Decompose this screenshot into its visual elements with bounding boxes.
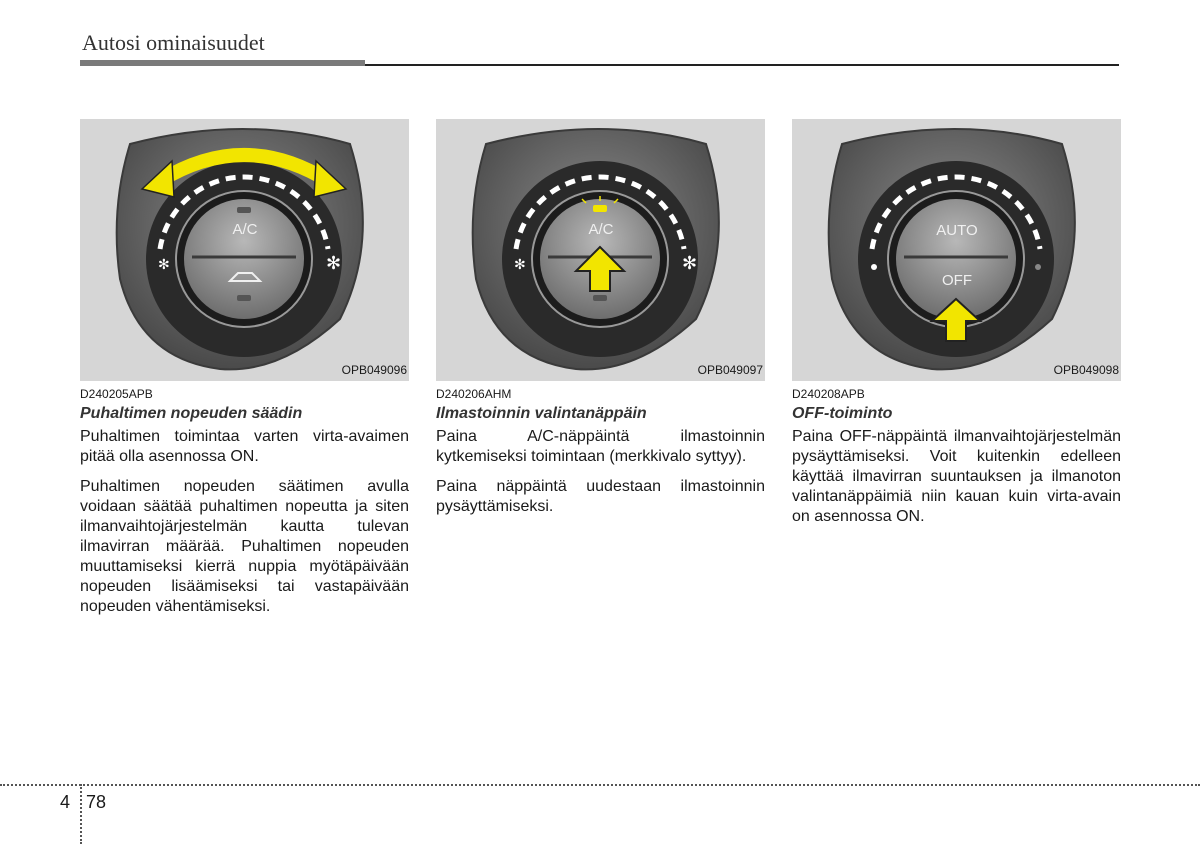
fan-low-icon: ✻ [158,256,170,272]
paragraph: Paina A/C-näppäintä ilmastoinnin kytkemiseksi toimintaan (merkkivalo syttyy). [436,428,765,465]
section-heading: OFF-toiminto [792,405,893,422]
ac-indicator-light [237,207,251,213]
section-fan-speed [80,119,409,617]
ac-button-illustration [436,119,765,381]
figure-code: OPB049096 [341,363,407,377]
section-off-function [792,119,1121,527]
reference-code: D240206AHM [436,387,512,401]
section-heading: Puhaltimen nopeuden säädin [80,405,303,422]
off-button-label: OFF [942,272,972,289]
recirc-indicator-light [237,295,251,301]
ac-button-label: A/C [588,221,614,238]
fan-low-icon: ✻ [514,256,526,272]
section-heading: Ilmastoinnin valintanäppäin [436,405,647,422]
recirc-indicator-light [593,295,607,301]
fan-high-icon: ✻ [682,253,698,273]
scale-dot-left [871,264,877,270]
fan-high-icon: ✻ [326,253,342,273]
figure-off-button [792,119,1121,381]
page-header-title: Autosi ominaisuudet [82,30,265,55]
scale-dot-right [1035,264,1041,270]
section-ac-button [436,119,765,517]
figure-code: OPB049098 [1053,363,1119,377]
page-number: 78 [86,792,107,812]
header-rule-thin [365,64,1119,66]
figure-fan-speed-knob [80,119,409,381]
paragraph: Paina OFF-näppäintä ilmanvaihtojärjestelmän pysäyttämiseksi. Voit kuitenkin edelleen käyttää ilmavirran suuntauksen ja ilmanoton valintanäppäimiä niin kauan kuin virta-avain on asennossa ON. [792,428,1121,525]
figure-code: OPB049097 [697,363,763,377]
footer-divider [80,784,82,844]
fan-speed-knob-illustration [80,119,409,381]
paragraph: Puhaltimen nopeuden säätimen avulla voidaan säätää puhaltimen nopeutta ja siten ilmanvaihtojärjestelmän kautta tulevan ilmavirran määrää. Puhaltimen nopeuden muuttamiseksi kierrä nuppia myötäpäivään nopeuden lisäämiseksi tai vastapäivään nopeuden vähentämiseksi. [80,478,409,615]
paragraph: Paina näppäintä uudestaan ilmastoinnin pysäyttämiseksi. [436,478,765,515]
off-button-illustration [792,119,1121,381]
reference-code: D240208APB [792,387,865,401]
reference-code: D240205APB [80,387,153,401]
footer-rule [0,784,1200,786]
paragraph: Puhaltimen toimintaa varten virta-avaimen pitää olla asennossa ON. [80,428,409,465]
chapter-number: 4 [60,792,71,812]
ac-indicator-light-on [593,205,607,212]
header-rule-thick [80,60,365,66]
ac-button-label: A/C [232,221,258,238]
auto-button-label: AUTO [936,222,978,239]
figure-ac-button [436,119,765,381]
